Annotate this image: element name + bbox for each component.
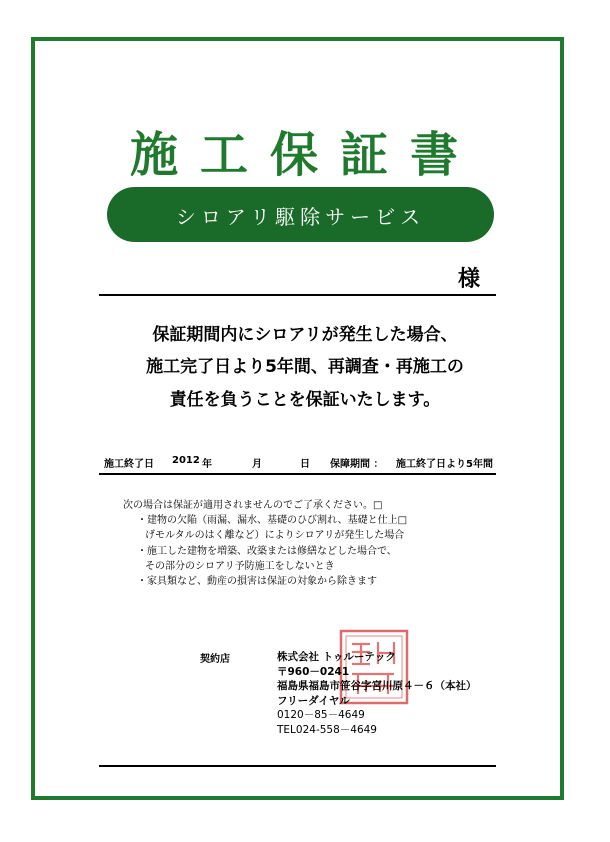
warranty-period-label: 保障期間 ：	[330, 459, 384, 470]
note-item: ・家具類など、動産の損害は保証の対象から除きます	[137, 576, 377, 588]
free-dial-label: フリーダイヤル	[277, 694, 350, 707]
customer-name-line	[99, 294, 496, 296]
month-unit: 月	[252, 459, 262, 470]
note-item: ・施工した建物を増築、改築または修繕などした場合で、	[137, 545, 397, 557]
date-line	[99, 473, 496, 475]
note-item: ・建物の欠陥（雨漏、漏水、基礎のひび割れ、基礎と仕上□	[137, 515, 408, 527]
pledge-line-2: 施工完了日より5年間、再調査・再施工の	[146, 357, 464, 377]
notes-heading: 次の場合は保証が適用されませんのでご了承ください。□	[123, 500, 383, 511]
note-item: その部分のシロアリ予防施工をしないとき	[145, 560, 335, 572]
pledge-line-1: 保証期間内にシロアリが発生した場合、	[152, 325, 458, 345]
contractor-label: 契約店	[200, 654, 230, 665]
honorific: 様	[458, 267, 481, 292]
company-name: 株式会社 トゥルーテック	[277, 651, 396, 663]
company-address: 福島県福島市笹谷字宮川原４－６（本社）	[277, 680, 477, 692]
signature-line	[99, 765, 496, 767]
service-banner	[107, 187, 494, 242]
document-title: 施工保証書	[129, 127, 480, 183]
warranty-period-value: 施工終了日より5年間	[396, 459, 493, 470]
completion-date-label: 施工終了日	[104, 459, 154, 470]
postal-code: 〒960－0241	[277, 665, 350, 678]
free-dial-number: 0120－85－4649	[277, 709, 365, 721]
year-unit: 年	[202, 459, 212, 470]
completion-year: 2012	[172, 455, 200, 466]
exclusions-notes	[123, 498, 407, 589]
service-name: シロアリ駆除サービス	[175, 205, 426, 229]
company-info	[277, 650, 477, 737]
telephone-number: TEL024-558－4649	[277, 723, 377, 736]
day-unit: 日	[300, 459, 310, 470]
pledge-line-3: 責任を負うことを保証いたします。	[169, 390, 441, 410]
note-item: げモルタルのはく離など）によりシロアリが発生した場合	[145, 530, 405, 542]
